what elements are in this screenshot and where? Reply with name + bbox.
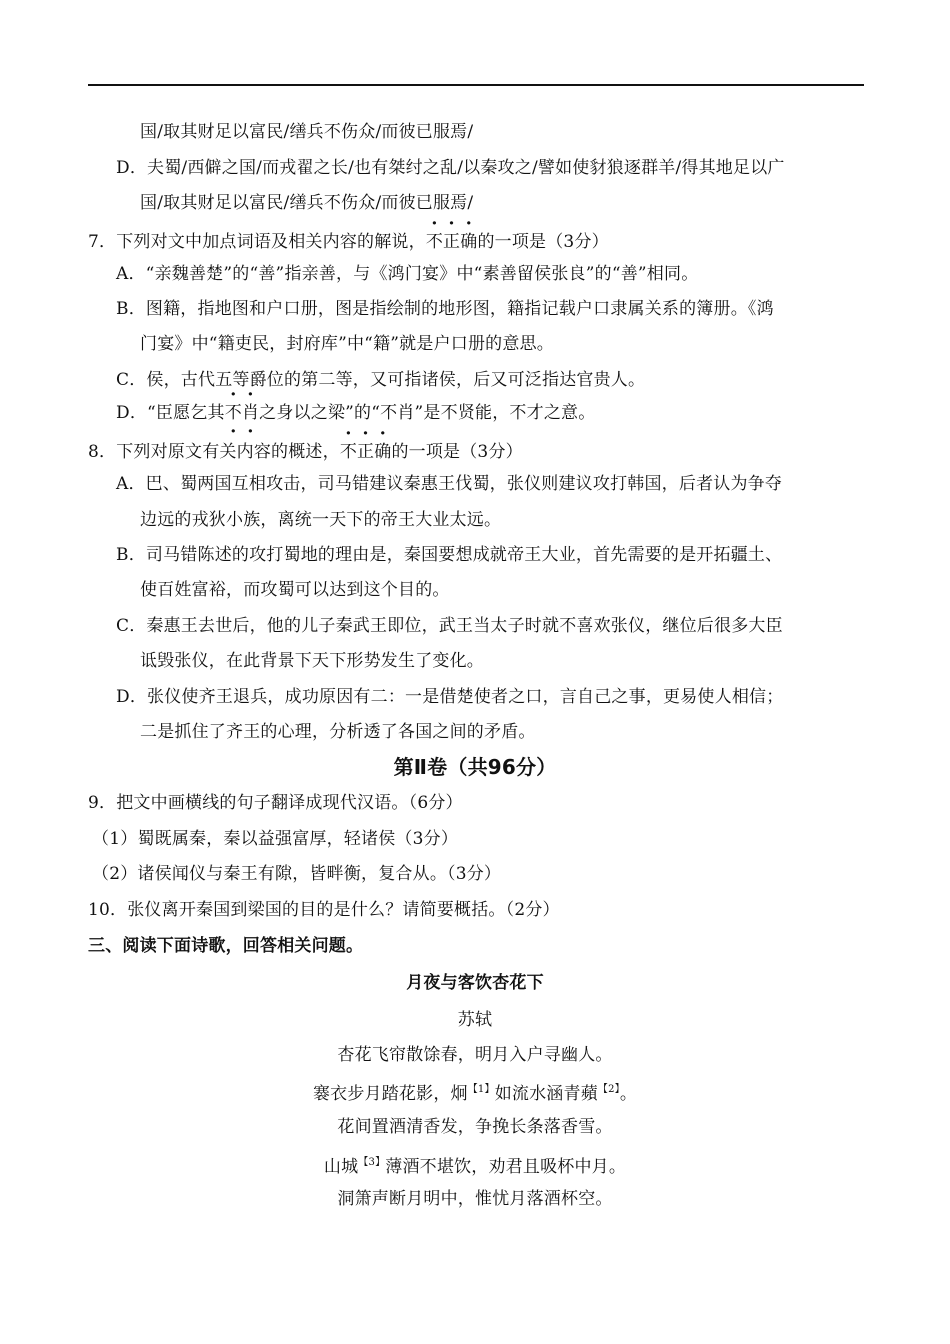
q7-prefix: 7．下列对文中加点词语及相关内容的解说， <box>88 232 426 252</box>
poem-line-3: 花间置酒清香发，争挽长条落香雪。 <box>337 1117 613 1137</box>
q8-option-a-line1: A．巴、蜀两国互相攻击，司马错建议秦惠王伐蜀，张仪则建议攻打韩国，后者认为争夺 <box>116 474 783 494</box>
question-10-stem: 10．张仪离开秦国到梁国的目的是什么？请简要概括。（2分） <box>88 900 560 920</box>
q7-option-d <box>116 401 595 425</box>
poem-line-2 <box>0 1078 950 1106</box>
q8-option-b-line2: 使百姓富裕，而攻蜀可以达到这个目的。 <box>140 580 450 600</box>
poem-line-5: 洞箫声断月明中，惟忧月落酒杯空。 <box>337 1189 613 1209</box>
q8-option-d-line1: D．张仪使齐王退兵，成功原因有二：一是借楚使者之口，言自己之事，更易使人相信； <box>116 687 784 707</box>
footnote-marker: 【2】 <box>597 1084 620 1095</box>
q8-option-c-line1: C．秦惠王去世后，他的儿子秦武王即位，武王当太子时就不喜欢张仪，继位后很多大臣 <box>116 616 783 636</box>
q7-d-pre: D．“臣愿乞其 <box>116 403 225 423</box>
section-3-heading: 三、阅读下面诗歌，回答相关问题。 <box>88 936 364 956</box>
q7-dotted-char: 不 <box>425 232 444 252</box>
poem-line-4-part: 薄酒不堪饮，劝君且吸杯中月。 <box>385 1157 627 1177</box>
question-8-stem <box>88 440 523 464</box>
q7-d-dotted-char: 不 <box>224 403 242 423</box>
q8-dotted-char: 确 <box>374 442 392 462</box>
q7-option-b-line2: 门宴》中“籍吏民，封府库”中“籍”就是户口册的意思。 <box>140 334 554 354</box>
poem-line-2-part: 褰衣步月踏花影，炯 <box>312 1084 468 1104</box>
q9-sentence-2: （2）诸侯闻仪与秦王有隙，皆畔衡，复合从。（3分） <box>92 864 502 884</box>
q7-dotted-char: 确 <box>460 232 478 252</box>
poem-line-4-part: 山城 <box>323 1157 359 1177</box>
q8-option-b-line1: B．司马错陈述的攻打蜀地的理由是，秦国要想成就帝王大业，首先需要的是开拓疆土、 <box>116 545 783 565</box>
question-7-stem <box>88 230 609 254</box>
poem-author: 苏轼 <box>457 1010 493 1030</box>
q7-dotted-char: 正 <box>443 232 461 252</box>
q8-option-a-line2: 边远的戎狄小族，离统一天下的帝王大业太远。 <box>140 510 502 530</box>
header-rule <box>88 84 864 86</box>
q7-suffix: 的一项是（3分） <box>477 232 609 252</box>
option-d-line1: D．夫蜀/西僻之国/而戎翟之长/也有桀纣之乱/以秦攻之/譬如使豺狼逐群羊/得其地足以广 <box>116 158 785 178</box>
poem-line-2-part: 。 <box>619 1084 638 1104</box>
option-d-line2: 国/取其财足以富民/缮兵不伤众/而彼已服焉/ <box>140 193 474 213</box>
question-9-stem: 9．把文中画横线的句子翻译成现代汉语。（6分） <box>88 793 463 813</box>
option-c-continuation: 国/取其财足以富民/缮兵不伤众/而彼已服焉/ <box>140 122 474 142</box>
q7-option-c: C．侯，古代五等爵位的第二等，又可指诸侯，后又可泛指达官贵人。 <box>116 370 646 390</box>
q8-prefix: 8．下列对原文有关内容的概述， <box>88 442 340 462</box>
poem-line-4 <box>0 1151 950 1179</box>
poem-title: 月夜与客饮杏花下 <box>406 973 544 993</box>
footnote-marker: 【1】 <box>467 1084 495 1095</box>
q8-dotted-char: 不 <box>339 442 358 462</box>
q9-sentence-1: （1）蜀既属秦，秦以益强富厚，轻诸侯（3分） <box>92 829 459 849</box>
q8-dotted-char: 正 <box>357 442 375 462</box>
q7-option-b-line1: B．图籍，指地图和户口册，图是指绘制的地形图，籍指记载户口隶属关系的簿册。《鸿 <box>116 299 774 319</box>
section-2-title: 第Ⅱ卷（共96分） <box>393 755 557 779</box>
q8-option-c-line2: 诋毁张仪，在此背景下天下形势发生了变化。 <box>140 651 484 671</box>
footnote-marker: 【3】 <box>358 1157 386 1168</box>
q7-d-post: 之身以之梁”的“不肖”是不贤能，不才之意。 <box>259 403 596 423</box>
q8-suffix: 的一项是（3分） <box>391 442 523 462</box>
q7-d-dotted-char: 肖 <box>241 403 260 423</box>
q7-option-a: A．“亲魏善楚”的“善”指亲善，与《鸿门宴》中“素善留侯张良”的“善”相同。 <box>116 264 699 284</box>
poem-line-2-part: 如流水涵青蘋 <box>494 1084 598 1104</box>
q8-option-d-line2: 二是抓住了齐王的心理，分析透了各国之间的矛盾。 <box>140 722 536 742</box>
poem-line-1: 杏花飞帘散馀春，明月入户寻幽人。 <box>337 1045 613 1065</box>
